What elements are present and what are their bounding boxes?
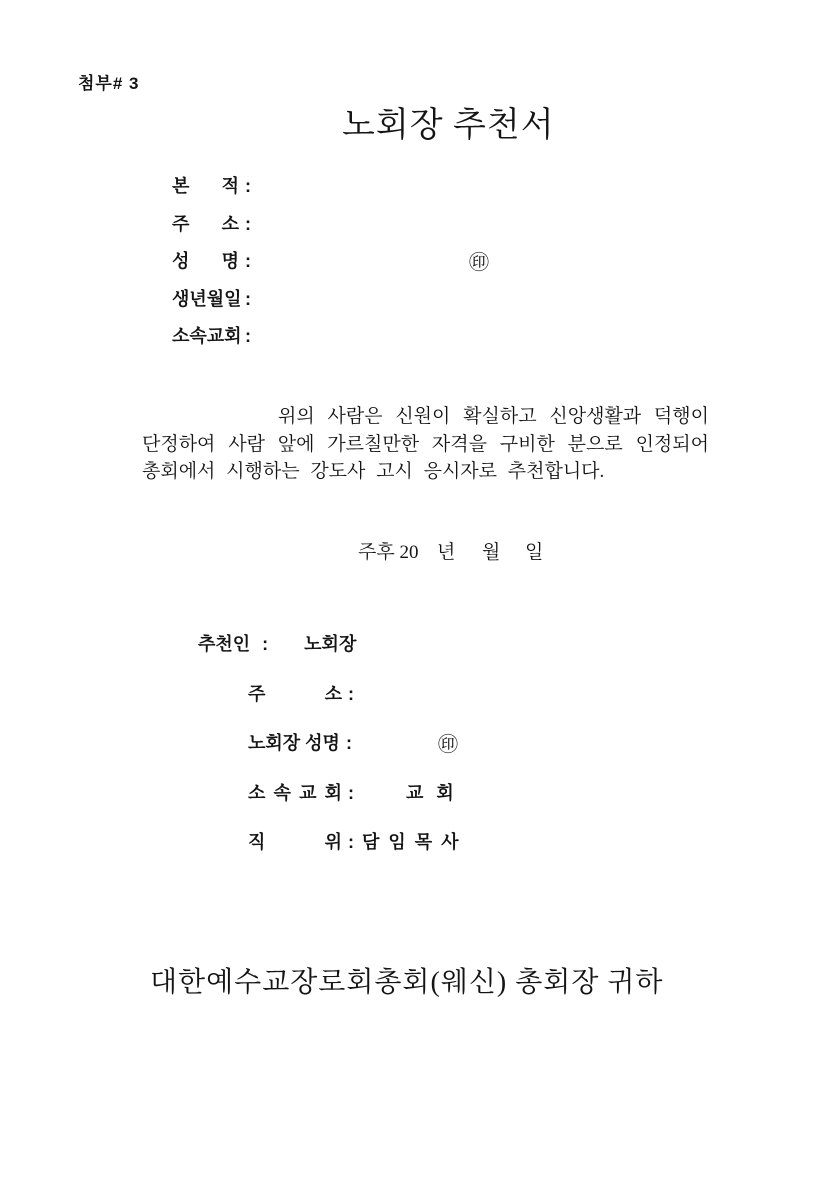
field-colon: : xyxy=(348,832,354,852)
field-value: 교 회 xyxy=(406,782,454,803)
attachment-number: 첨부# 3 xyxy=(78,74,140,93)
date-day-label: 일 xyxy=(525,542,544,563)
recommender-row-position xyxy=(198,831,459,881)
field-colon: : xyxy=(245,288,251,309)
field-colon: : xyxy=(348,782,354,803)
field-colon: : xyxy=(348,683,354,704)
field-colon: : xyxy=(245,326,251,347)
recommender-row-address xyxy=(198,683,459,733)
field-label: 주 소 xyxy=(172,213,239,234)
body-paragraph: 위의 사람은 신원이 확실하고 신앙생활과 덕행이 단정하여 사람 앞에 가르칠만한 자격을 구비한 분으로 인정되어 총회에서 시행하는 강도사 고시 응시자로 추천합니다. xyxy=(142,406,709,482)
applicant-fields xyxy=(172,176,489,364)
field-label: 본 적 xyxy=(172,176,239,196)
field-label: 생년월일 xyxy=(172,288,242,309)
page-title: 노회장 추천서 xyxy=(342,107,555,144)
recommender-label: 추천인 xyxy=(198,634,251,654)
seal-icon: ㊞ xyxy=(438,734,458,756)
field-value: 담 임 목 사 xyxy=(362,832,459,852)
field-label: 소속교회 xyxy=(172,326,242,347)
field-row-address xyxy=(172,214,261,252)
field-label: 직 위 xyxy=(248,832,342,852)
date-era-year: 주후 20 xyxy=(358,542,419,563)
field-row-name xyxy=(172,251,489,289)
recommender-role: 노회장 xyxy=(304,634,357,654)
field-colon: : xyxy=(245,251,251,272)
field-row-domicile xyxy=(172,176,261,214)
field-colon: : xyxy=(345,733,352,753)
field-colon: : xyxy=(245,213,251,234)
field-label: 소 속 교 회 xyxy=(248,782,342,803)
footer-addressee: 대한예수교장로회총회(웨신) 총회장 귀하 xyxy=(150,967,664,998)
field-colon: : xyxy=(262,634,269,654)
field-colon: : xyxy=(245,176,251,196)
field-row-church xyxy=(172,326,261,364)
field-label: 주 소 xyxy=(248,683,342,704)
field-label: 성 명 xyxy=(172,251,239,272)
date-year-label: 년 xyxy=(437,542,456,563)
field-label: 노회장 성명 xyxy=(248,733,340,753)
date-line xyxy=(0,537,835,561)
recommender-row-name xyxy=(198,732,459,782)
date-month-label: 월 xyxy=(482,542,501,563)
recommender-heading-row xyxy=(198,633,459,683)
recommender-section xyxy=(198,633,459,881)
seal-icon: ㊞ xyxy=(469,252,489,275)
field-row-birthdate xyxy=(172,289,261,327)
recommender-row-church xyxy=(198,782,459,832)
